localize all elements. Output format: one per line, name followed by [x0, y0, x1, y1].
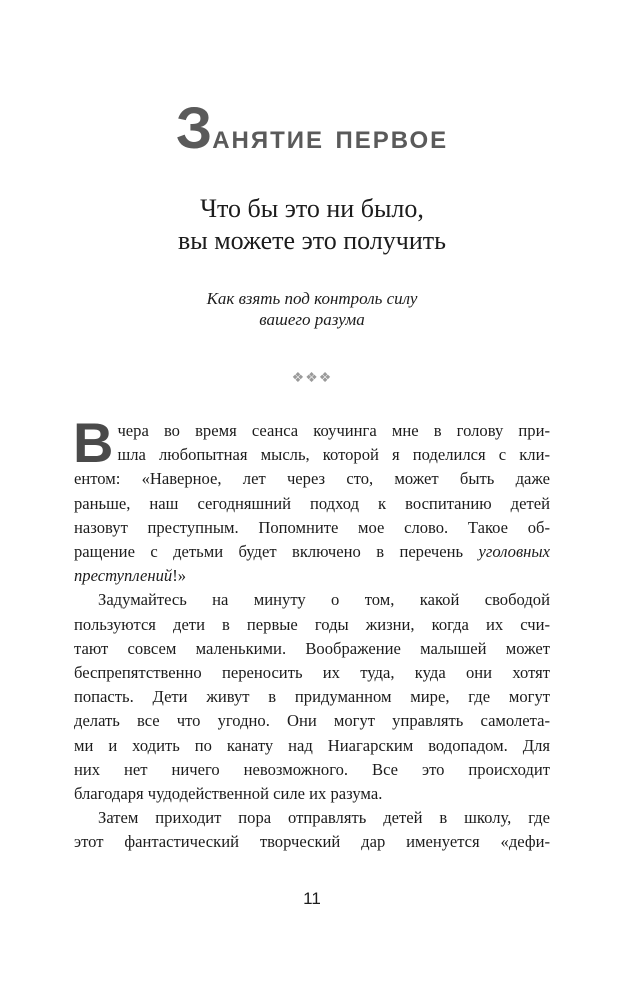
text-line: Затем приходит пора отправлять детей в школу, где: [98, 808, 550, 828]
text-line: ми и ходить по канату над Ниагарским водопадом. Для: [74, 735, 550, 755]
chapter-title-rest: анятие первое: [212, 118, 449, 156]
text-line: чера во время сеанса коучинга мне в голову при-: [117, 421, 550, 440]
text-line: них нет ничего невозможного. Все это происходит: [74, 759, 550, 779]
italic-text: преступлений: [74, 566, 173, 586]
page-number: 11: [303, 889, 321, 908]
paragraph-1: [73, 411, 550, 588]
text-line: беспрепятственно переносить их туда, куда они хотят: [74, 663, 550, 683]
text-line: делать все что угодно. Они могут управлять самолета-: [74, 711, 550, 731]
subtitle-line-2: вы можете это получить: [177, 226, 447, 255]
chapter-subtitle: [0, 193, 624, 257]
text-line: ентом: «Наверное, лет через сто, может быть даже: [74, 469, 550, 489]
paragraph-2: [74, 588, 550, 806]
tagline-line-2: вашего разума: [259, 310, 365, 329]
text-line: этот фантастический творческий дар именуется «дефи-: [74, 832, 550, 852]
text-line: благодаря чудодейственной силе их разума.: [74, 784, 383, 804]
paragraph-3: [74, 806, 550, 854]
subtitle-line-1: Что бы это ни было,: [200, 194, 424, 223]
text-line: пользуются дети в первые годы жизни, когда их счи-: [74, 614, 550, 634]
drop-cap: В: [73, 411, 114, 474]
text-line: [74, 564, 550, 588]
chapter-title: [0, 96, 624, 170]
ornament-divider: ❖❖❖: [291, 371, 333, 386]
chapter-title-initial: З: [175, 96, 213, 161]
tagline-line-1: Как взять под контроль силу: [206, 289, 418, 308]
text-line: Задумайтесь на минуту о том, какой свободой: [98, 590, 550, 610]
text-line: попасть. Дети живут в придуманном мире, где могут: [74, 687, 550, 707]
text-line: тают совсем маленькими. Воображение малышей может: [74, 638, 550, 658]
text-line: раньше, наш сегодняшний подход к воспитанию детей: [74, 493, 550, 513]
text-fragment: ращение с детьми будет включено в перечень: [74, 542, 464, 562]
text-line: [74, 540, 550, 564]
text-line: шла любопытная мысль, которой я поделился с кли-: [117, 445, 550, 465]
italic-text: уголовных: [478, 542, 550, 562]
text-line: назовут преступным. Попомните мое слово. Такое об-: [74, 517, 550, 537]
chapter-tagline: [0, 288, 624, 330]
text-fragment: !»: [172, 566, 187, 586]
body-text: [73, 411, 550, 855]
